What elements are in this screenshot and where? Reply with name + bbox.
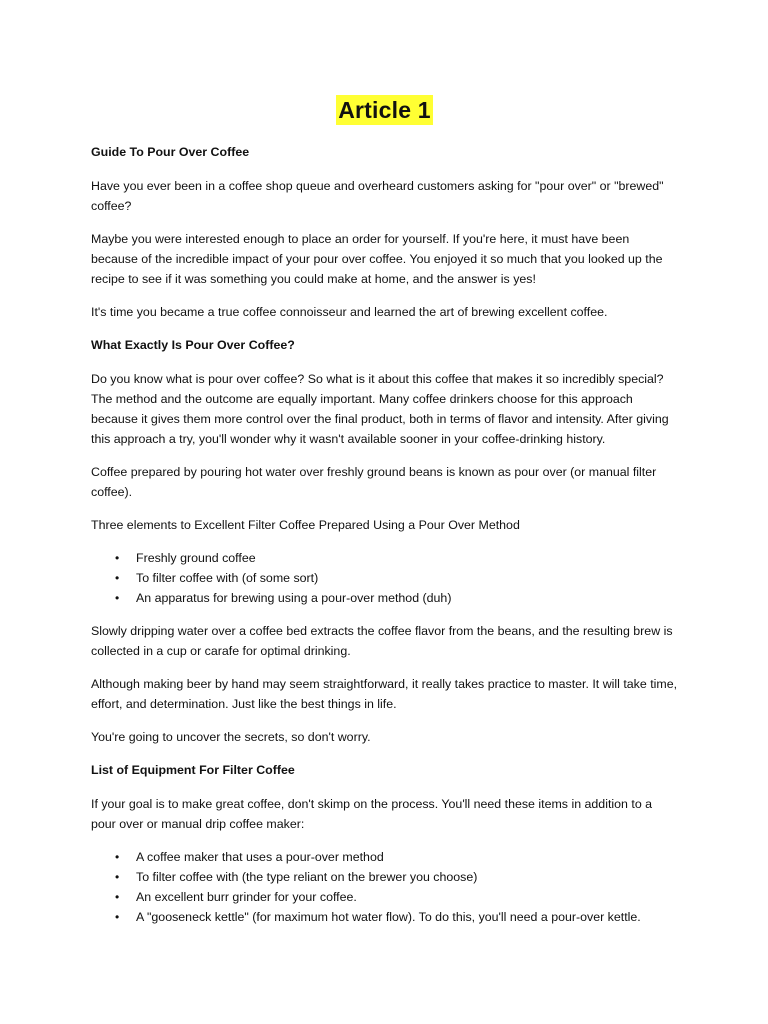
- paragraph: Do you know what is pour over coffee? So what is it about this coffee that makes it so incredibly special? The method and the outcome are equally important. Many coffee drinkers choose for this approach because it gives them more control over the final product, both in terms of flavor and intensity. After giving this approach a try, you'll wonder why it wasn't available sooner in your coffee-drinking history.: [91, 372, 669, 446]
- paragraph: Have you ever been in a coffee shop queue and overheard customers asking for "pour over" or "brewed" coffee?: [91, 179, 664, 213]
- list-item: [91, 867, 678, 887]
- list-item-text: A "gooseneck kettle" (for maximum hot water flow). To do this, you'll need a pour-over kettle.: [136, 910, 641, 924]
- bullet-icon: •: [115, 571, 120, 585]
- bullet-list: [91, 548, 678, 608]
- bullet-icon: •: [115, 551, 120, 565]
- bullet-icon: •: [115, 850, 120, 864]
- section-heading: List of Equipment For Filter Coffee: [91, 763, 295, 777]
- paragraph: Coffee prepared by pouring hot water over freshly ground beans is known as pour over (or manual filter coffee).: [91, 465, 657, 499]
- paragraph: Maybe you were interested enough to place an order for yourself. If you're here, it must have been because of the incredible impact of your pour over coffee. You enjoyed it so much that you looked up the recipe to see if it was something you could make at home, and the answer is yes!: [91, 232, 663, 286]
- section-heading: What Exactly Is Pour Over Coffee?: [91, 338, 295, 352]
- bullet-list: [91, 847, 678, 927]
- bullet-icon: •: [115, 910, 120, 924]
- list-item: [91, 847, 678, 867]
- list-item-text: An excellent burr grinder for your coffee.: [136, 890, 357, 904]
- bullet-icon: •: [115, 591, 120, 605]
- paragraph: If your goal is to make great coffee, don't skimp on the process. You'll need these items in addition to a pour over or manual drip coffee maker:: [91, 797, 653, 831]
- paragraph: It's time you became a true coffee connoisseur and learned the art of brewing excellent coffee.: [91, 305, 608, 319]
- paragraph: You're going to uncover the secrets, so don't worry.: [91, 730, 371, 744]
- list-item-text: To filter coffee with (of some sort): [136, 571, 319, 585]
- bullet-icon: •: [115, 870, 120, 884]
- list-item-text: Freshly ground coffee: [136, 551, 256, 565]
- list-item-text: An apparatus for brewing using a pour-over method (duh): [136, 591, 452, 605]
- list-item: [91, 548, 678, 568]
- list-item: [91, 568, 678, 588]
- title-wrap: [91, 0, 678, 125]
- bullet-icon: •: [115, 890, 120, 904]
- paragraph: Slowly dripping water over a coffee bed extracts the coffee flavor from the beans, and the resulting brew is collected in a cup or carafe for optimal drinking.: [91, 624, 673, 658]
- paragraph: Three elements to Excellent Filter Coffee Prepared Using a Pour Over Method: [91, 518, 520, 532]
- section-heading: Guide To Pour Over Coffee: [91, 145, 250, 159]
- list-item-text: To filter coffee with (the type reliant on the brewer you choose): [136, 870, 478, 884]
- list-item: [91, 887, 678, 907]
- article-body: [91, 142, 678, 927]
- paragraph: Although making beer by hand may seem straightforward, it really takes practice to master. It will take time, effort, and determination. Just like the best things in life.: [91, 677, 678, 711]
- article-title: Article 1: [338, 97, 431, 123]
- list-item-text: A coffee maker that uses a pour-over method: [136, 850, 384, 864]
- list-item: [91, 588, 678, 608]
- list-item: [91, 907, 678, 927]
